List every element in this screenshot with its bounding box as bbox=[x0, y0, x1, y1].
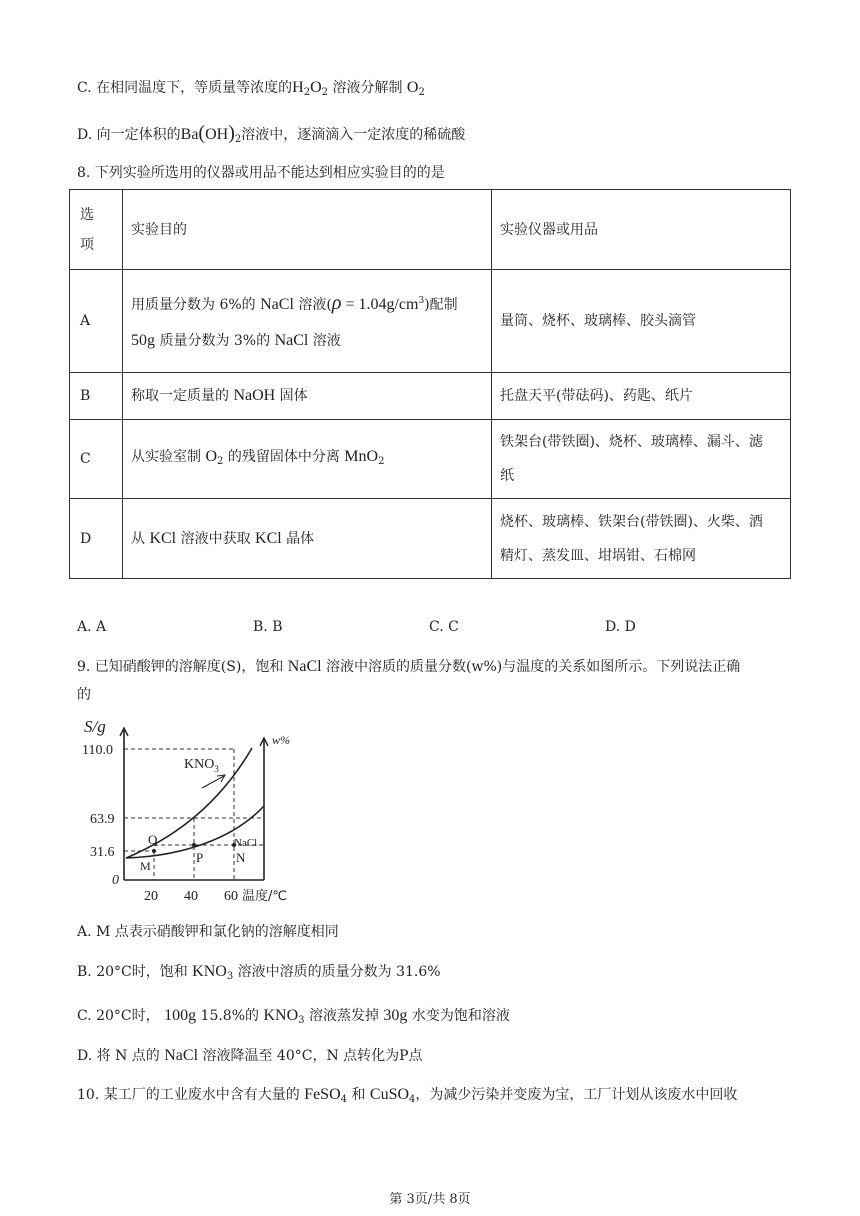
y-tick: 110.0 bbox=[82, 743, 113, 758]
row-goal: 用质量分数为 6%的 NaCl 溶液$(\rho = 1.04g/cm^3)$配制 50g 质量分数为 3%的 NaCl 溶液 bbox=[123, 270, 492, 373]
row-goal: 从 KCl 溶液中获取 KCl 晶体 bbox=[123, 499, 492, 579]
q9-option-c: C. 20°C时， 100g 15.8%的 $KNO_3$ 溶液蒸发掉 30g 水变为饱和溶液 bbox=[77, 1007, 510, 1026]
header-goal: 实验目的 bbox=[123, 190, 492, 270]
table-row bbox=[70, 499, 791, 579]
row-goal: 从实验室制 $O_2$ 的残留固体中分离 MnO$_2$ bbox=[123, 420, 492, 499]
table-row bbox=[70, 420, 791, 499]
point-q: Q bbox=[148, 832, 158, 847]
row-tools: 烧杯、玻璃棒、铁架台(带铁圈)、火柴、酒 精灯、蒸发皿、坩埚钳、石棉网 bbox=[492, 499, 791, 579]
header-option: 选 项 bbox=[70, 190, 123, 270]
q9-stem-line2: 的 bbox=[77, 687, 91, 703]
x-tick: 20 bbox=[144, 889, 158, 904]
q9-option-d: D. 将 N 点的 NaCl 溶液降温至 40°C，N 点转化为P点 bbox=[77, 1047, 423, 1064]
page-footer: 第 3页/共 8页 bbox=[389, 1192, 471, 1207]
choice-a: A. A bbox=[77, 619, 107, 635]
point-m: M bbox=[140, 859, 151, 873]
x-tick: 40 bbox=[184, 889, 198, 904]
choice-c: C. C bbox=[429, 619, 459, 635]
point-n: N bbox=[236, 850, 246, 865]
q9-option-a: A. M 点表示硝酸钾和氯化钠的溶解度相同 bbox=[77, 924, 339, 940]
q7-option-d: D. 向一定体积的$Ba(OH)_2$溶液中，逐滴滴入一定浓度的稀硫酸 bbox=[77, 122, 466, 145]
header-tools: 实验仪器或用品 bbox=[492, 190, 791, 270]
row-option: B bbox=[70, 373, 123, 420]
point-p: P bbox=[196, 850, 204, 865]
kno3-label: $KNO_3$ bbox=[184, 757, 219, 774]
nacl-label: NaCl bbox=[234, 837, 258, 849]
experiment-table bbox=[69, 189, 791, 579]
y-right-label: w% bbox=[272, 733, 290, 747]
x-tick: 60 bbox=[224, 889, 238, 904]
row-goal: 称取一定质量的 NaOH 固体 bbox=[123, 373, 492, 420]
origin-label: 0 bbox=[112, 873, 119, 888]
row-option: D bbox=[70, 499, 123, 579]
table-row bbox=[70, 373, 791, 420]
row-tools: 铁架台(带铁圈)、烧杯、玻璃棒、漏斗、滤 纸 bbox=[492, 420, 791, 499]
row-option: C bbox=[70, 420, 123, 499]
row-option: A bbox=[70, 270, 123, 373]
row-tools: 量筒、烧杯、玻璃棒、胶头滴管 bbox=[492, 270, 791, 373]
q7-option-c: C. 在相同温度下，等质量等浓度的$H_2O_2$ 溶液分解制 $O_2$ bbox=[77, 79, 425, 98]
solubility-figure bbox=[74, 717, 290, 906]
x-axis-label: 温度/℃ bbox=[242, 889, 287, 904]
q9-stem-line1: 9. 已知硝酸钾的溶解度(S)，饱和 NaCl 溶液中溶质的质量分数(w%)与温度的关系如图所示。下列说法正确 bbox=[77, 658, 741, 675]
row-tools: 托盘天平(带砝码)、药匙、纸片 bbox=[492, 373, 791, 420]
choice-b: B. B bbox=[253, 619, 283, 635]
table-header-row bbox=[70, 190, 791, 270]
q9-option-b: B. 20°C时，饱和 $KNO_3$ 溶液中溶质的质量分数为 31.6% bbox=[77, 963, 441, 982]
table-row bbox=[70, 270, 791, 373]
y-tick: 63.9 bbox=[90, 812, 115, 827]
y-left-label: S/g bbox=[84, 717, 106, 736]
y-tick: 31.6 bbox=[90, 845, 115, 860]
q10-stem: 10. 某工厂的工业废水中含有大量的 FeSO$_4$ 和 CuSO$_4$，为减少污染并变废为宝，工厂计划从该废水中回收 bbox=[77, 1086, 738, 1105]
choice-d: D. D bbox=[605, 619, 636, 635]
q8-stem: 8. 下列实验所选用的仪器或用品不能达到相应实验目的的是 bbox=[77, 165, 445, 181]
